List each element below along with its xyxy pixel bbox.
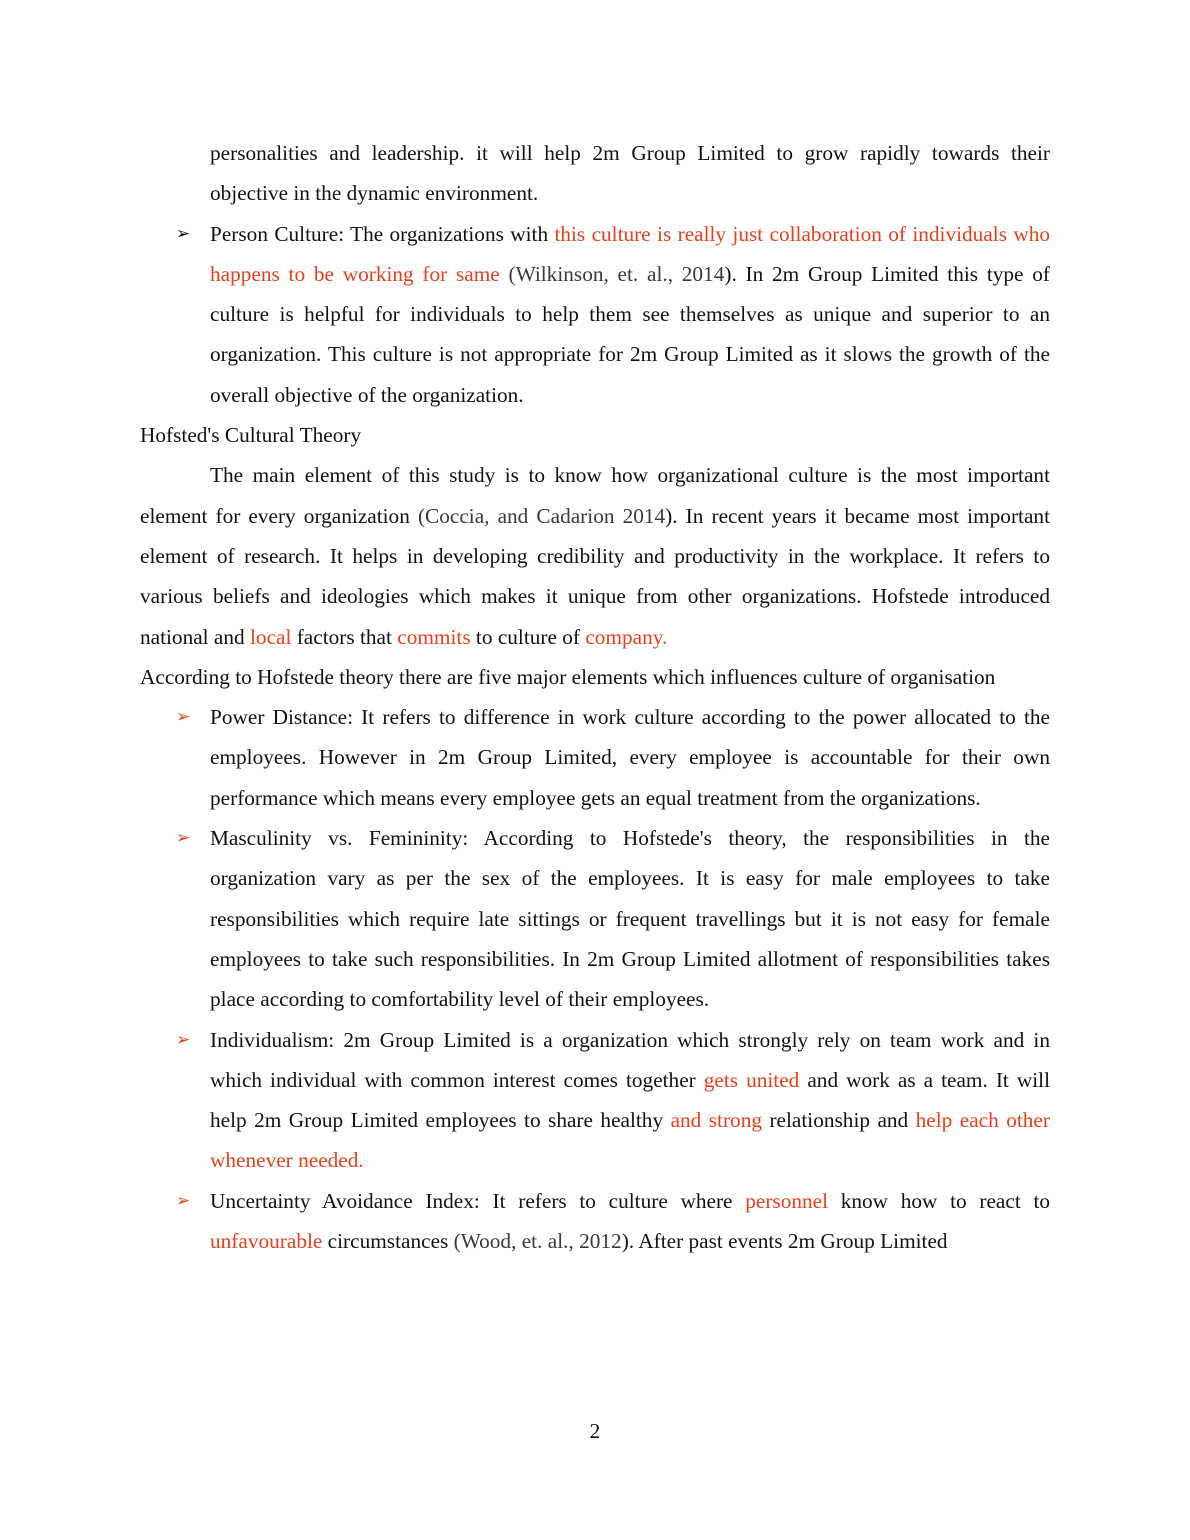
uncertainty-part4: ). After past events 2m Group Limited: [621, 1229, 948, 1254]
individualism-part2: and work as a team. It will help 2m Group Limited employees to share healthy: [210, 1067, 1050, 1133]
elements-intro-text: According to Hofstede theory there are five major elements which influences culture of organisation: [140, 664, 996, 689]
arrow-bullet-icon: ➢: [176, 223, 191, 243]
person-culture-highlight: this culture is really just collaboration of individuals who happens to be working for same: [210, 221, 1051, 286]
bullet-masculinity: [140, 818, 1050, 1019]
uncertainty-part1: Uncertainty Avoidance Index: It refers to culture where: [210, 1188, 746, 1213]
intro-part4: to culture of: [470, 624, 586, 649]
uncertainty-red-unfavourable: unfavourable: [210, 1229, 323, 1254]
person-culture-rest: ). In 2m Group Limited this type of culture is helpful for individuals to help them see themselves as unique and superior to an organization. This culture is not appropriate for 2m Group Limited as it slows the growth of the overall objective of the organization.: [210, 261, 1050, 407]
intro-part1: The main element of this study is to know how organizational culture is the most important element for every organization: [140, 463, 1050, 528]
individualism-red-help: help each other whenever needed.: [210, 1108, 1050, 1173]
arrow-bullet-icon: ➢: [176, 1029, 191, 1049]
elements-intro-paragraph: [140, 657, 1050, 697]
person-culture-intro: Person Culture: The organizations with: [210, 221, 555, 246]
page-body: [140, 133, 1050, 1261]
bullet-individualism: [140, 1020, 1050, 1181]
page-number: 2: [589, 1419, 601, 1443]
individualism-part1: Individualism: 2m Group Limited is a organization which strongly rely on team work and in which individual with common interest comes together: [210, 1027, 1050, 1092]
bullet-uncertainty-avoidance: [140, 1181, 1050, 1262]
masculinity-text: Masculinity vs. Femininity: According to Hofstede's theory, the responsibilities in the organization vary as per the sex of the employees. It is easy for male employees to take responsibilities which require late sittings or frequent travellings but it is not easy for female employees to take such responsibilities. In 2m Group Limited allotment of responsibilities takes place according to comfortability level of their employees.: [210, 826, 1050, 1012]
arrow-bullet-icon: ➢: [176, 828, 191, 848]
continuation-text: personalities and leadership. it will help 2m Group Limited to grow rapidly towards their objective in the dynamic environment.: [210, 141, 1050, 206]
intro-red-local: local: [250, 624, 292, 649]
continuation-paragraph: [140, 133, 1050, 214]
bullet-power-distance: [140, 697, 1050, 818]
section-heading: [140, 415, 1050, 455]
intro-citation: (Coccia, and Cadarion 2014: [417, 503, 666, 528]
intro-part3: factors that: [291, 624, 398, 649]
power-distance-text: Power Distance: It refers to difference in work culture according to the power allocated to the employees. However in 2m Group Limited, every employee is accountable for their own performance which means every employee gets an equal treatment from the organizations.: [210, 705, 1050, 810]
arrow-bullet-icon: ➢: [176, 1190, 191, 1210]
uncertainty-red-personnel: personnel: [745, 1188, 829, 1213]
section-heading-text: Hofsted's Cultural Theory: [140, 423, 362, 448]
intro-paragraph: [140, 455, 1050, 656]
intro-red-commits: commits: [397, 624, 471, 649]
person-culture-citation: (Wilkinson, et. al., 2014: [499, 261, 725, 286]
individualism-red-gets-united: gets united: [703, 1067, 800, 1092]
uncertainty-citation: (Wood, et. al., 2012: [453, 1229, 622, 1254]
bullet-person-culture: [140, 214, 1050, 415]
uncertainty-part3: circumstances: [322, 1229, 454, 1254]
intro-part2: ). In recent years it became most important element of research. It helps in developing credibility and productivity in the workplace. It refers to various beliefs and ideologies which makes it unique from other organizations. Hofstede introduced national and: [140, 503, 1050, 649]
arrow-bullet-icon: ➢: [176, 707, 191, 727]
individualism-red-and-strong: and strong: [670, 1108, 763, 1133]
individualism-part3: relationship and: [762, 1108, 916, 1133]
uncertainty-part2: know how to react to: [828, 1188, 1051, 1213]
intro-red-company: company.: [585, 624, 668, 649]
